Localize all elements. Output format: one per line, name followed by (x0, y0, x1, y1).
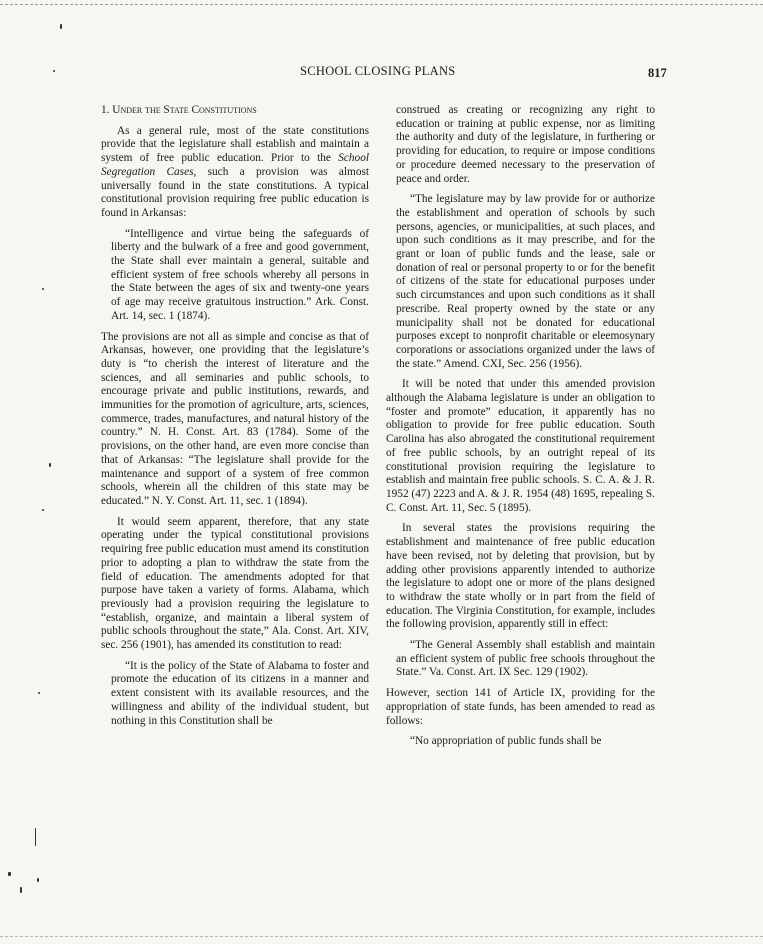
right-column (386, 104, 655, 756)
scan-speck (42, 509, 44, 511)
scan-speck (35, 828, 36, 846)
scan-speck (37, 878, 39, 882)
scan-speck (38, 692, 40, 694)
paragraph-6: However, section 141 of Article IX, providing for the appropriation of state funds, has been amended to read as follows: (386, 687, 655, 727)
running-title: SCHOOL CLOSING PLANS (300, 64, 456, 78)
scan-edge-bottom (0, 936, 763, 937)
case-name: School Segregation Cases, (101, 152, 369, 178)
quote-arkansas: “Intelligence and virtue being the safeguards of liberty and the bulwark of a free and good government, the State shall ever maintain a general, suitable and efficient system of free schools whereby all persons in the State between the ages of six and twenty-one years of age may receive gratuitous instruction.” Ark. Const. Art. 14, sec. 1 (1874). (111, 227, 369, 322)
paragraph-1-text-b: such a provision was almost universally found in the state constitutions. A typical constitutional provision requiring free public education is found in Arkansas: (101, 165, 369, 219)
paragraph-1 (101, 125, 369, 221)
section-heading: 1. Under the State Constitutions (101, 104, 257, 116)
quote-alabama-continued: construed as creating or recognizing any right to education or training at public expense, nor as limiting the authority and duty of the legislature, in furthering or providing for education, to require or impose conditions or procedure deemed necessary to the preservation of peace and order. (396, 104, 655, 185)
scan-speck (20, 887, 22, 893)
paragraph-1-text-a: As a general rule, most of the state constitutions provide that the legislature shall establish and maintain a system of free public education. Prior to the (101, 124, 369, 165)
paragraph-4: It will be noted that under this amended provision although the Alabama legislature is under an obligation to “foster and promote” education, it apparently has no obligation to provide for free public education. South Carolina has also abrogated the constitutional requirement of free public schools, by an outright repeal of its constitutional provision requiring the legislature to establish and maintain free public schools. S. C. A. & J. R. 1952 (47) 2223 and A. & J. R. 1954 (48) 1695, repealing S. C. Const. Art. 11, Sec. 5 (1895). (386, 378, 655, 514)
scan-speck (49, 463, 51, 467)
scan-edge-top (0, 4, 763, 5)
page-number: 817 (648, 66, 667, 80)
quote-appropriation: “No appropriation of public funds shall be (410, 735, 602, 748)
quote-alabama: “It is the policy of the State of Alabama to foster and promote the education of its citizens in a manner and extent consistent with its available resources, and the willingness and ability of the individual student, but nothing in this Constitution shall be (111, 659, 369, 727)
scan-speck (8, 872, 11, 876)
scan-speck (42, 288, 44, 290)
paragraph-5: In several states the provisions requiring the establishment and maintenance of free public education have been revised, not by deleting that provision, but by adding other provisions apparently intended to authorize the legislature to adopt one or more of the plans designed to withdraw the state wholly or in part from the field of education. The Virginia Constitution, for example, includes the following provision, apparently still in effect: (386, 522, 655, 631)
scan-speck (60, 24, 62, 29)
quote-alabama-amendment: “The legislature may by law provide for or authorize the establishment and operation of schools by such persons, agencies, or municipalities, at such places, and upon such conditions as it may prescribe, and for the grant or loan of public funds and the lease, sale or donation of real or personal property to or for the benefit of citizens of the state for educational purposes under such circumstances and upon such conditions as it shall prescribe. Real property owned by the state or any municipality shall not be donated for educational purposes except to nonprofit charitable or eleemosynary corporations or associations organized under the laws of the state.” Amend. CXI, Sec. 256 (1956). (396, 193, 655, 370)
paragraph-2: The provisions are not all as simple and concise as that of Arkansas, however, one providing that the legislature’s duty is “to cherish the interest of literature and the sciences, and all seminaries and public schools, to encourage private and public institutions, rewards, and immunities for the promotion of agriculture, arts, sciences, commerce, trades, manufactures, and natural history of the country.” N. H. Const. Art. 83 (1784). Some of the provisions, on the other hand, are even more concise than that of Arkansas: “The legislature shall provide for the maintenance and support of a system of free common schools, wherein all the children of this state may be educated.” N. Y. Const. Art. 11, sec. 1 (1894). (101, 330, 369, 507)
scan-speck (53, 70, 55, 72)
paragraph-3: It would seem apparent, therefore, that any state operating under the typical constitutional provisions requiring free public education must amend its constitution prior to adopting a plan to withdraw the state from the field of education. The amendments adopted for that purpose have taken a variety of forms. Alabama, which previously had a provision requiring the legislature to “establish, organize, and maintain a liberal system of public schools throughout the state,” Ala. Const. Art. XIV, sec. 256 (1901), has amended its constitution to read: (101, 515, 369, 652)
left-column (101, 104, 369, 735)
quote-virginia: “The General Assembly shall establish and maintain an efficient system of public free schools throughout the State.” Va. Const. Art. IX Sec. 129 (1902). (396, 639, 655, 679)
